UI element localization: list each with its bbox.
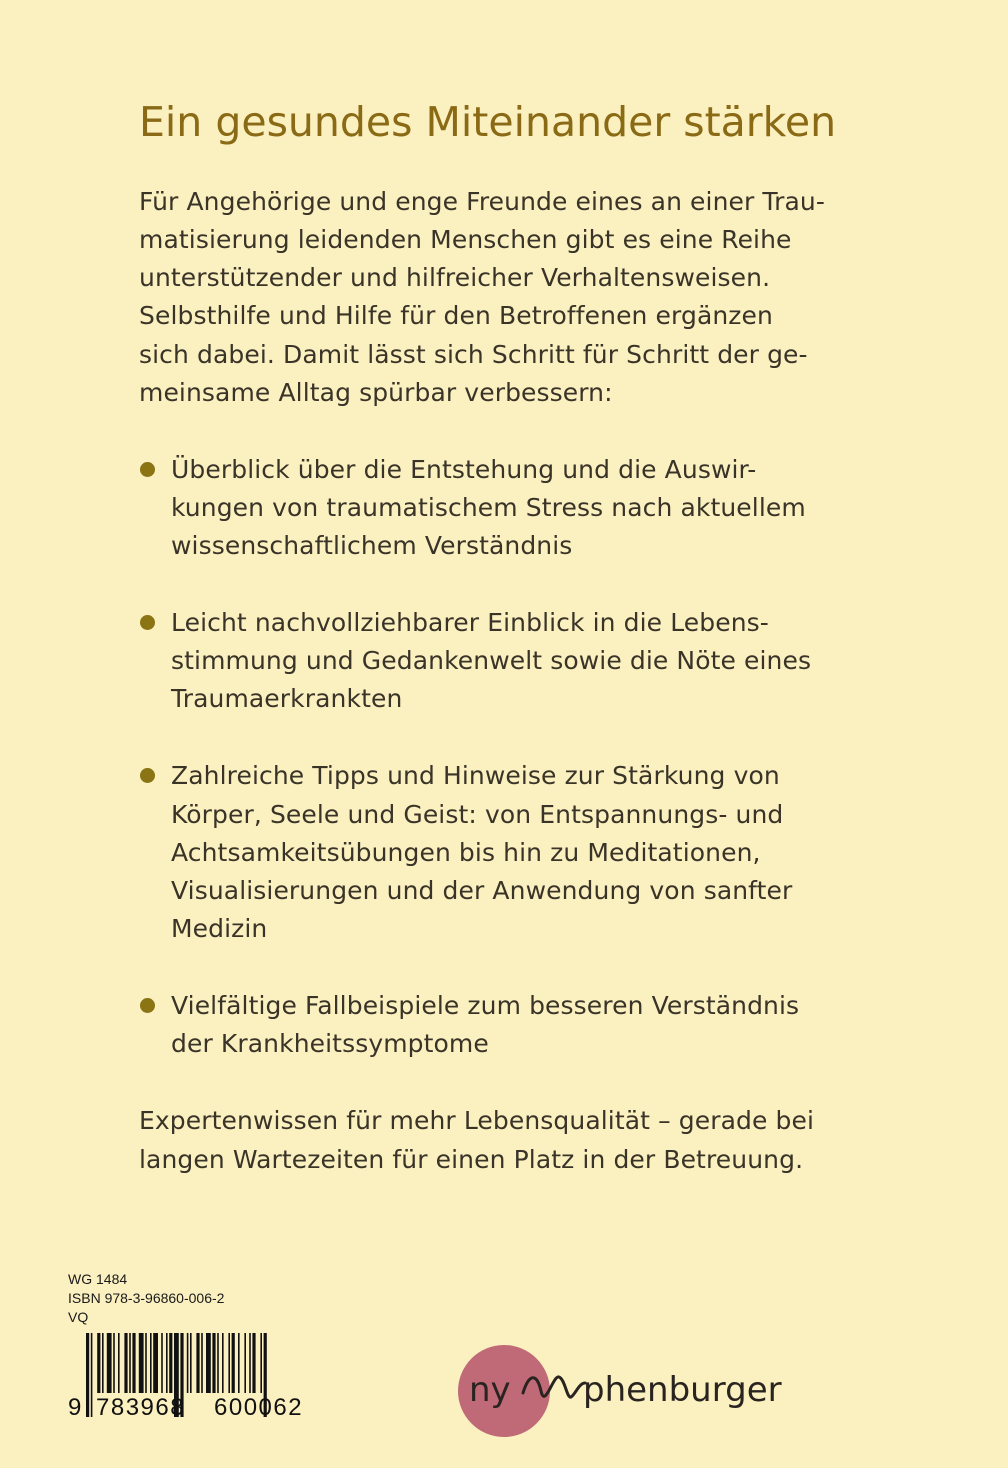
barcode-bar (139, 1333, 144, 1393)
page-title: Ein gesundes Miteinander stärken (139, 98, 837, 146)
barcode-bar (166, 1333, 168, 1393)
barcode-first-digit: 9 (68, 1394, 82, 1419)
barcode-bar (190, 1333, 192, 1393)
barcode-digits-group2: 600062 (214, 1394, 304, 1419)
barcode-bar (187, 1333, 189, 1393)
barcode-bar (217, 1333, 219, 1393)
barcode-bar (113, 1333, 115, 1393)
bullet-line: Überblick über die Entstehung und die Auswir- (171, 455, 757, 484)
logo-swash-icon (523, 1377, 585, 1397)
bullet-line: wissenschaftlichem Verständnis (171, 531, 573, 560)
bullet-line: Achtsamkeitsübungen bis hin zu Meditationen, (171, 838, 761, 867)
intro-line: Selbsthilfe und Hilfe für den Betroffenen ergänzen (139, 301, 773, 330)
intro-line: sich dabei. Damit lässt sich Schritt für Schritt der ge- (139, 340, 808, 369)
barcode-bar (206, 1333, 211, 1393)
barcode-bar (201, 1333, 203, 1393)
intro-line: matisierung leidenden Menschen gibt es eine Reihe (139, 225, 792, 254)
bullet-dot-icon (140, 462, 155, 477)
intro-line: unterstützender und hilfreicher Verhaltensweisen. (139, 263, 771, 292)
barcode-bar (260, 1333, 262, 1393)
bullet-dot-icon (140, 768, 155, 783)
closing-line: Expertenwissen für mehr Lebensqualität – gerade bei (139, 1106, 815, 1135)
bullet-line: Medizin (171, 914, 268, 943)
bullet-line: Leicht nachvollziehbarer Einblick in die Lebens- (171, 608, 769, 637)
vq-code: VQ (68, 1309, 89, 1325)
barcode-bar (169, 1333, 172, 1393)
bullet-dot-icon (140, 615, 155, 630)
barcode-bar (232, 1333, 235, 1393)
bullet-line: Vielfältige Fallbeispiele zum besseren Verständnis (171, 991, 800, 1020)
barcode-bar (244, 1333, 246, 1393)
barcode-bar (107, 1333, 112, 1393)
barcode-bar (228, 1333, 230, 1393)
isbn-barcode (66, 1331, 330, 1419)
barcode-bar (249, 1333, 251, 1393)
closing-line: langen Wartezeiten für einen Platz in der Betreuung. (139, 1145, 804, 1174)
nymphenburger-logo (455, 1345, 815, 1437)
bullet-line: der Krankheitssymptome (171, 1029, 489, 1058)
intro-line: meinsame Alltag spürbar verbessern: (139, 378, 613, 407)
wg-code: WG 1484 (68, 1271, 128, 1287)
barcode-bar (145, 1333, 147, 1393)
barcode-bar (86, 1333, 89, 1417)
barcode-bar (196, 1333, 199, 1393)
barcode-bar (161, 1333, 163, 1393)
bullet-line: Traumaerkrankten (171, 684, 403, 713)
barcode-bar (129, 1333, 131, 1393)
barcode-bar (222, 1333, 224, 1393)
barcode-bar (102, 1333, 104, 1393)
logo-text-ny: ny (469, 1370, 511, 1410)
barcode-bar (150, 1333, 152, 1393)
barcode-bar (118, 1333, 120, 1393)
barcode-bar (124, 1333, 127, 1393)
bullet-line: Zahlreiche Tipps und Hinweise zur Stärkung von (171, 761, 780, 790)
barcode-bar (97, 1333, 100, 1393)
barcode-bar (252, 1333, 255, 1393)
bullet-dot-icon (140, 998, 155, 1013)
barcode-bar (153, 1333, 158, 1393)
barcode-digits-group1: 783968 (96, 1394, 186, 1419)
bullet-line: stimmung und Gedankenwelt sowie die Nöte eines (171, 646, 812, 675)
bullet-line: Körper, Seele und Geist: von Entspannungs- und (171, 800, 784, 829)
intro-line: Für Angehörige und enge Freunde eines an einer Trau- (139, 187, 825, 216)
logo-text-phenburger: phenburger (583, 1370, 782, 1410)
bullet-line: Visualisierungen und der Anwendung von sanfter (171, 876, 793, 905)
barcode-bar (238, 1333, 240, 1393)
barcode-bar (212, 1333, 215, 1393)
isbn-number: ISBN 978-3-96860-006-2 (68, 1290, 225, 1306)
bullet-line: kungen von traumatischem Stress nach aktuellem (171, 493, 806, 522)
barcode-bar (91, 1333, 93, 1417)
barcode-bar (132, 1333, 135, 1393)
